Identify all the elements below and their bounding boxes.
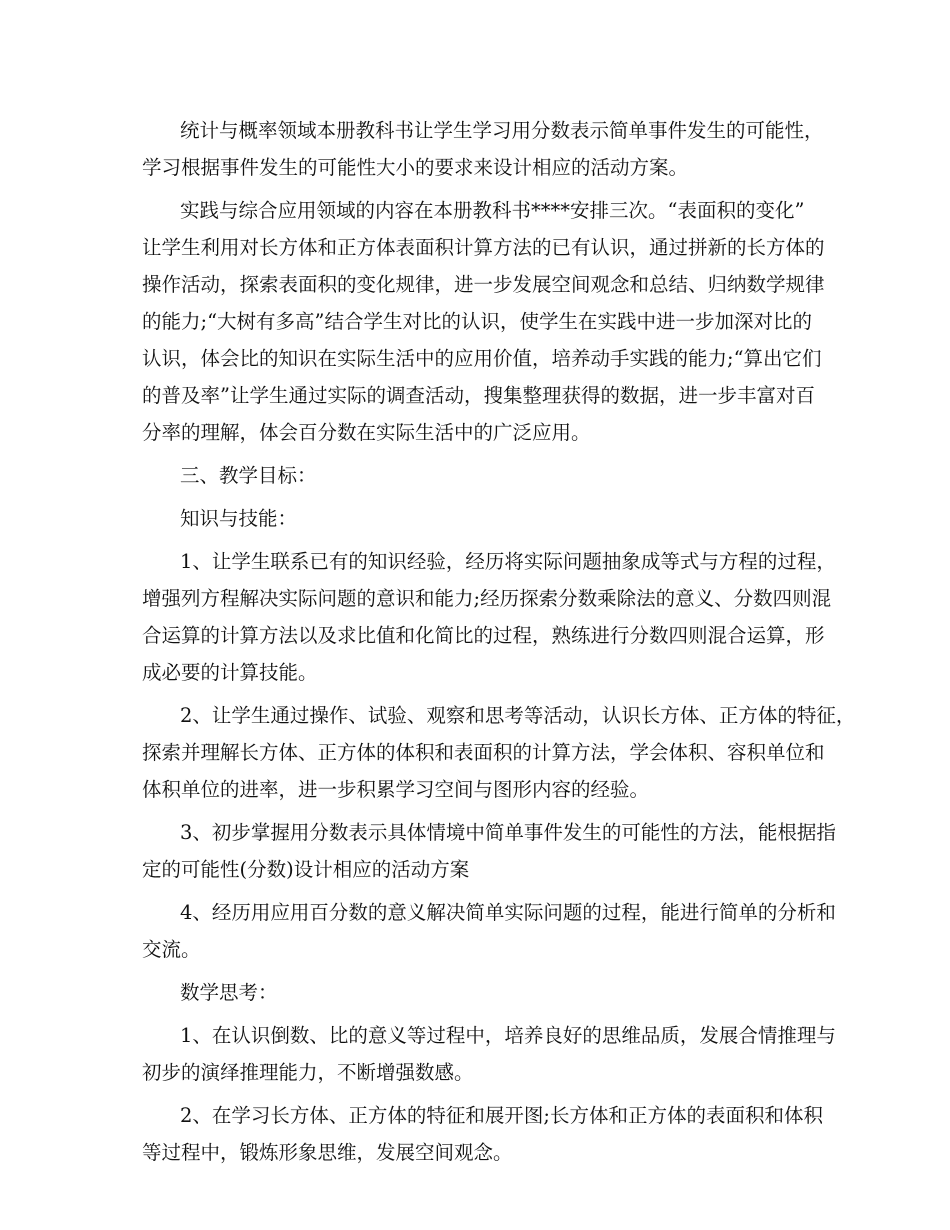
section-heading-teaching-goals [142,457,814,494]
text-line: 的能力;“大树有多高”结合学生对比的认识，使学生在实践中进一步加深对比的 [142,310,813,333]
text-line: 合运算的计算方法以及求比值和化简比的过程，熟练进行分数四则混合运算，形 [142,624,825,647]
list-item-goal-2 [142,697,856,808]
text-line: 2、在学习长方体、正方体的特征和展开图;长方体和正方体的表面积和体积 [180,1104,823,1127]
heading-text: 三、教学目标： [180,464,317,487]
list-item-goal-1 [142,543,836,691]
paragraph-practice-application [142,192,825,451]
text-line: 分率的理解，体会百分数在实际生活中的广泛应用。 [142,421,591,444]
text-line: 1、让学生联系已有的知识经验，经历将实际问题抽象成等式与方程的过程， [180,550,836,573]
text-line: 探索并理解长方体、正方体的体积和表面积的计算方法，学会体积、容积单位和 [142,741,825,764]
text-line: 初步的演绎推理能力，不断增强数感。 [142,1061,474,1084]
heading-text: 数学思考： [180,981,278,1004]
heading-text: 知识与技能： [180,507,298,530]
text-line: 认识，体会比的知识在实际生活中的应用价值，培养动手实践的能力;“算出它们 [142,347,822,370]
list-item-goal-4 [142,894,836,968]
text-line: 3、初步掌握用分数表示具体情境中简单事件发生的可能性的方法，能根据指 [180,821,836,844]
list-item-thinking-2 [142,1097,823,1171]
text-line: 等过程中，锻炼形象思维，发展空间观念。 [142,1141,513,1164]
text-line: 定的可能性(分数)设计相应的活动方案 [142,858,470,881]
text-line: 交流。 [142,938,201,961]
text-line: 4、经历用应用百分数的意义解决简单实际问题的过程，能进行简单的分析和 [180,901,836,924]
subheading-math-thinking [142,974,814,1011]
text-line: 操作活动，探索表面积的变化规律，进一步发展空间观念和总结、归纳数学规律 [142,273,825,296]
text-line: 成必要的计算技能。 [142,661,318,684]
document-body [142,112,856,1171]
text-line: 实践与综合应用领域的内容在本册教科书****安排三次。“表面积的变化” [180,199,805,222]
paragraph-probability-statistics [142,112,824,186]
list-item-goal-3 [142,814,836,888]
list-item-thinking-1 [142,1017,836,1091]
text-line: 增强列方程解决实际问题的意识和能力;经历探索分数乘除法的意义、分数四则混 [142,587,832,610]
text-line: 学习根据事件发生的可能性大小的要求来设计相应的活动方案。 [142,156,689,179]
text-line: 的普及率”让学生通过实际的调查活动，搜集整理获得的数据，进一步丰富对百 [142,384,815,407]
text-line: 2、让学生通过操作、试验、观察和思考等活动，认识长方体、正方体的特征， [180,704,856,727]
text-line: 让学生利用对长方体和正方体表面积计算方法的已有认识，通过拼新的长方体的 [142,236,825,259]
text-line: 1、在认识倒数、比的意义等过程中，培养良好的思维品质，发展合情推理与 [180,1024,836,1047]
subheading-knowledge-skills [142,500,814,537]
text-line: 体积单位的进率，进一步积累学习空间与图形内容的经验。 [142,778,650,801]
text-line: 统计与概率领域本册教科书让学生学习用分数表示简单事件发生的可能性， [180,119,824,142]
